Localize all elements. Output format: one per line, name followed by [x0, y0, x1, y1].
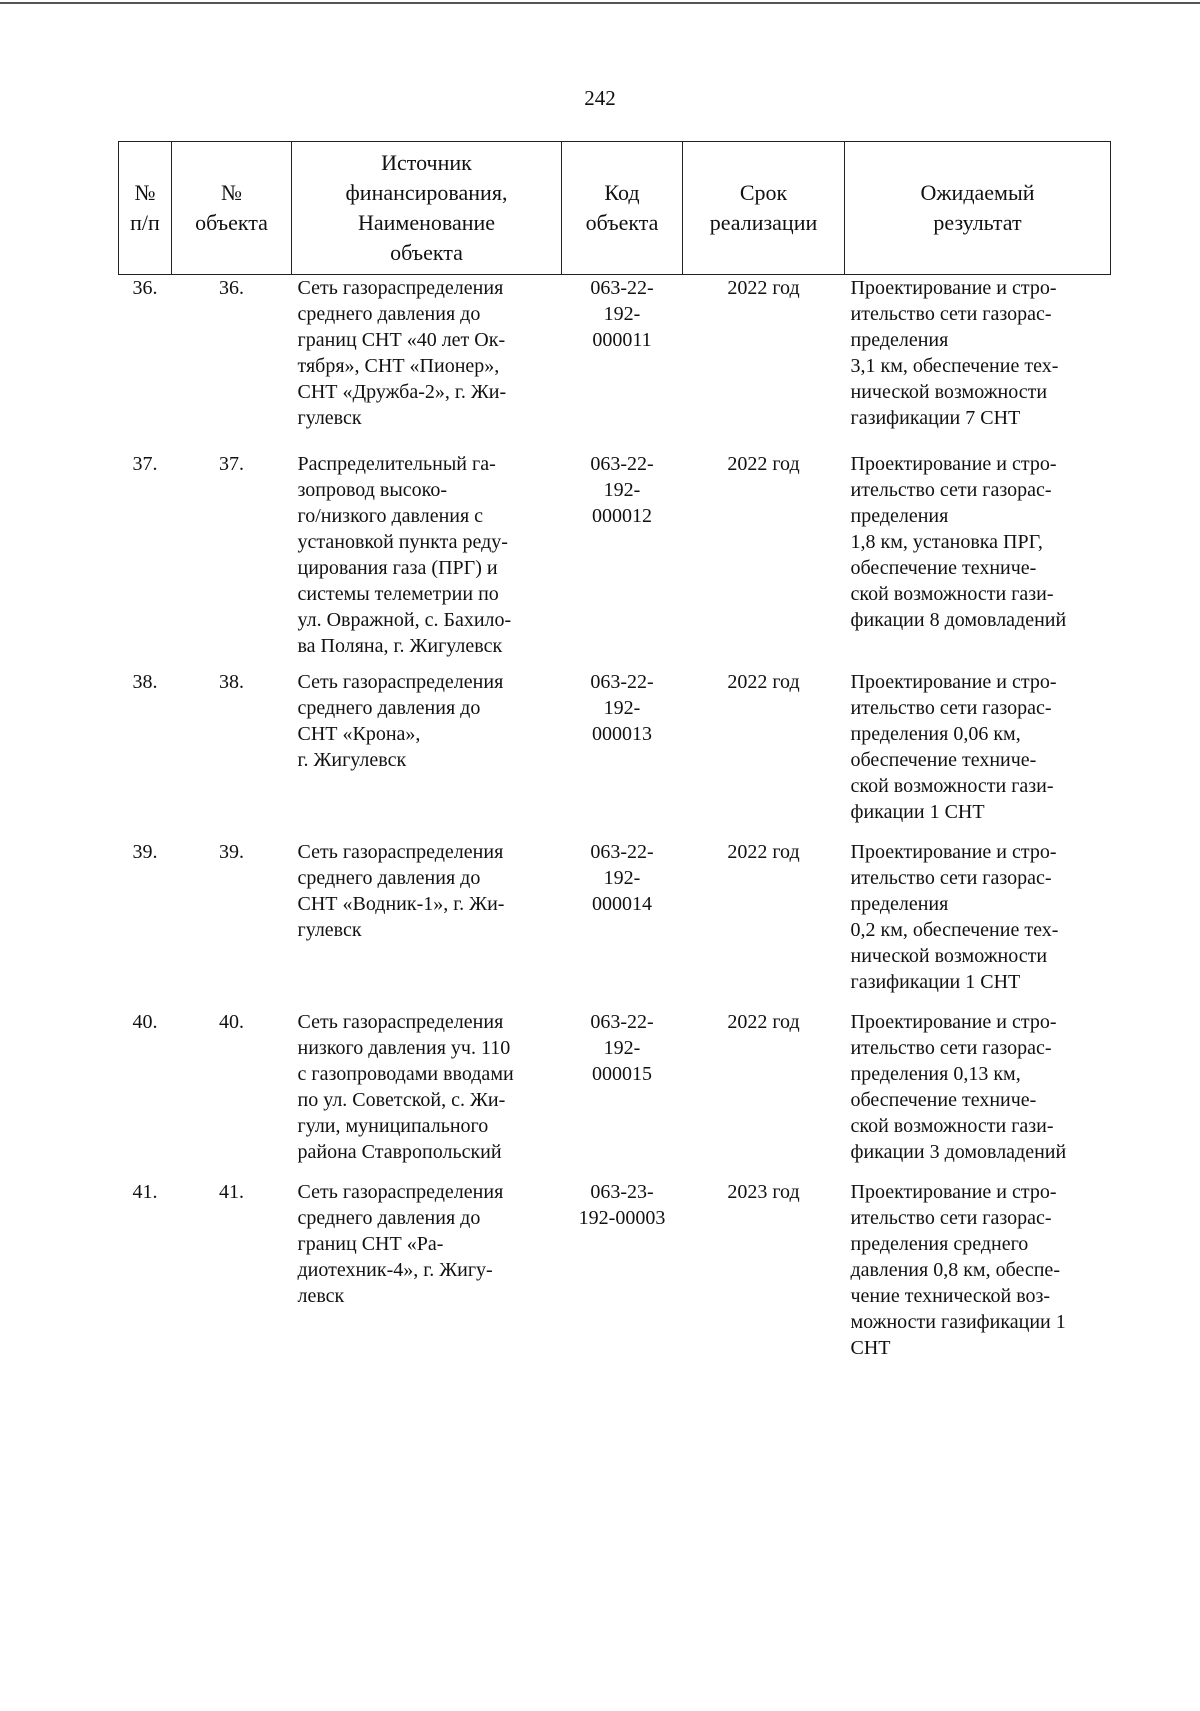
- object-number: 39.: [219, 840, 244, 863]
- objects-table: [118, 141, 1111, 1369]
- header-funding-source: Источник финансирования, Наименование объекта: [292, 142, 562, 275]
- table-row: [119, 669, 1111, 839]
- table-row: [119, 451, 1111, 669]
- table-row: [119, 1179, 1111, 1369]
- object-code: 063-22- 192- 000011: [590, 277, 654, 351]
- table-header: [119, 142, 1111, 275]
- object-code: 063-22- 192- 000014: [590, 840, 654, 915]
- object-number: 38.: [219, 670, 244, 693]
- object-number: 41.: [219, 1180, 244, 1203]
- header-object-code: Код объекта: [562, 142, 683, 275]
- header-object-number: № объекта: [172, 142, 292, 275]
- header-row: [119, 142, 1111, 275]
- row-number: 37.: [132, 452, 158, 475]
- expected-result: Проектирование и стро- ительство сети газорас- пределения 0,2 км, обеспечение тех- нической возможности газификации 1 СНТ: [850, 840, 1059, 993]
- object-name: Сеть газораспределения среднего давления до границ СНТ «Ра- диотехник-4», г. Жигу- левск: [297, 1180, 504, 1307]
- header-row-number: № п/п: [119, 142, 172, 275]
- table-row: [119, 1009, 1111, 1179]
- object-number: 36.: [219, 277, 244, 299]
- object-name: Распределительный га- зопровод высоко- го/низкого давления с установкой пункта реду- цирования газа (ПРГ) и системы телеметрии по ул. Овражной, с. Бахило- ва Поляна, г. Жигулевск: [297, 452, 512, 657]
- object-code: 063-22- 192- 000012: [590, 452, 654, 527]
- expected-result: Проектирование и стро- ительство сети газорас- пределения среднего давления 0,8 км, обеспе- чение технической воз- можности газификации 1 СНТ: [850, 1180, 1066, 1359]
- implementation-term: 2022 год: [727, 277, 800, 299]
- object-name: Сеть газораспределения среднего давления до СНТ «Крона», г. Жигулевск: [297, 670, 504, 771]
- implementation-term: 2023 год: [727, 1180, 800, 1203]
- header-expected-result: Ожидаемый результат: [845, 142, 1111, 275]
- object-name: Сеть газораспределения среднего давления до границ СНТ «40 лет Ок- тября», СНТ «Пионер», СНТ «Дружба-2», г. Жи- гулевск: [297, 277, 507, 429]
- row-number: 40.: [132, 1010, 158, 1033]
- row-number: 39.: [132, 840, 158, 863]
- implementation-term: 2022 год: [727, 670, 800, 693]
- expected-result: Проектирование и стро- ительство сети газорас- пределения 3,1 км, обеспечение тех- нической возможности газификации 7 СНТ: [850, 277, 1059, 429]
- object-code: 063-22- 192- 000013: [590, 670, 654, 745]
- row-number: 38.: [132, 670, 158, 693]
- table-body: [119, 275, 1111, 1369]
- row-number: 41.: [132, 1180, 158, 1203]
- object-number: 40.: [219, 1010, 244, 1033]
- expected-result: Проектирование и стро- ительство сети газорас- пределения 0,06 км, обеспечение техниче- ской возможности гази- фикации 1 СНТ: [850, 670, 1057, 823]
- object-code: 063-22- 192- 000015: [590, 1010, 654, 1085]
- object-code: 063-23- 192-00003: [578, 1180, 666, 1229]
- implementation-term: 2022 год: [727, 1010, 800, 1033]
- header-term: Срок реализации: [683, 142, 845, 275]
- table-row: [119, 839, 1111, 1009]
- expected-result: Проектирование и стро- ительство сети газорас- пределения 0,13 км, обеспечение техниче- ской возможности гази- фикации 3 домовладений: [850, 1010, 1067, 1163]
- table-row: [119, 275, 1111, 451]
- object-name: Сеть газораспределения среднего давления до СНТ «Водник-1», г. Жи- гулевск: [297, 840, 505, 941]
- scan-top-rule: [0, 2, 1200, 4]
- implementation-term: 2022 год: [727, 840, 800, 863]
- row-number: 36.: [132, 277, 158, 299]
- expected-result: Проектирование и стро- ительство сети газорас- пределения 1,8 км, установка ПРГ, обеспечение техниче- ской возможности гази- фикации 8 домовладений: [850, 452, 1067, 631]
- page-number: 242: [584, 86, 616, 110]
- object-name: Сеть газораспределения низкого давления уч. 110 с газопроводами вводами по ул. Советской, с. Жи- гули, муниципального района Ставропольский: [297, 1010, 514, 1163]
- object-number: 37.: [219, 452, 244, 475]
- implementation-term: 2022 год: [727, 452, 800, 475]
